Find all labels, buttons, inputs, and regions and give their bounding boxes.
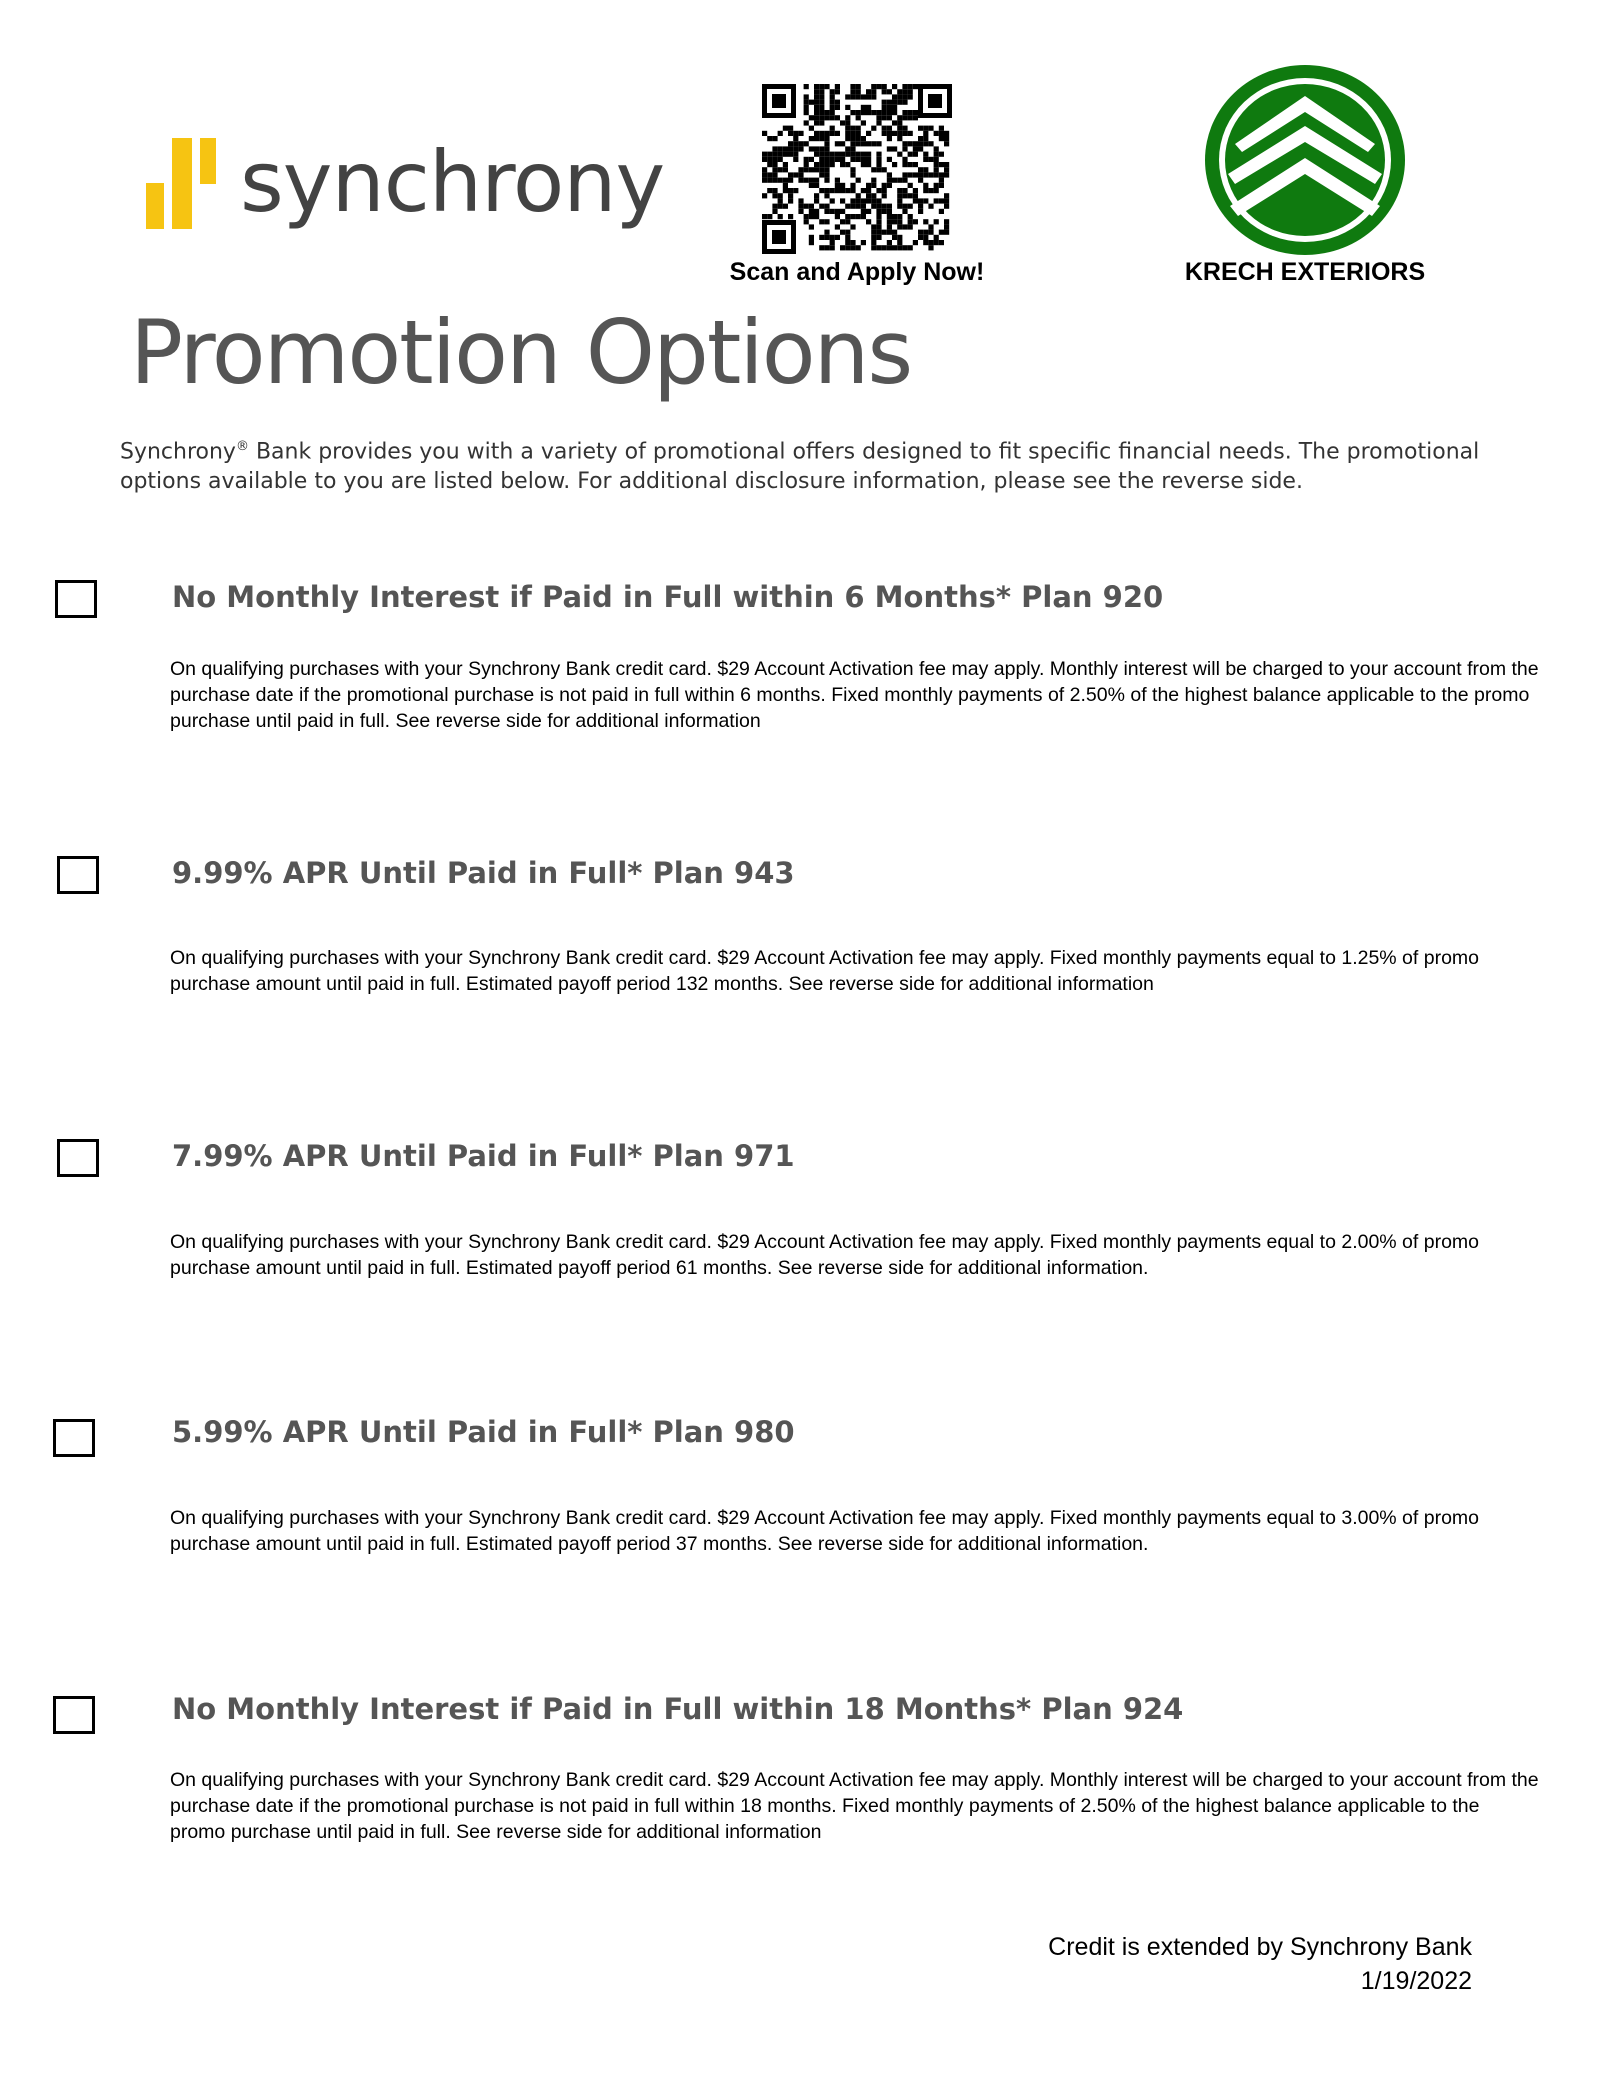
plan-920-description: On qualifying purchases with your Synchrony Bank credit card. $29 Account Activation fee may apply. Monthly interest will be charged to your account from the purchase date if the promotional purchase is not paid in full within 6 months. Fixed monthly payments of 2.50% of the highest balance applicable to the promo purchase until paid in full. See reverse side for additional information — [170, 658, 1539, 732]
credit-line: Credit is extended by Synchrony Bank — [1048, 1933, 1472, 1961]
logo-bar-short — [146, 183, 164, 229]
plan-943-checkbox[interactable] — [57, 856, 99, 894]
plan-971-title: 7.99% APR Until Paid in Full* Plan 971 — [172, 1139, 795, 1173]
krech-caption: KRECH EXTERIORS — [1184, 258, 1426, 286]
page-title: Promotion Options — [130, 301, 912, 404]
plan-943-title: 9.99% APR Until Paid in Full* Plan 943 — [172, 856, 795, 890]
registered-mark: ® — [235, 439, 249, 454]
plan-971-description: On qualifying purchases with your Synchrony Bank credit card. $29 Account Activation fee may apply. Fixed monthly payments equal to 2.00% of promo purchase amount until paid in full. Estimated payoff period 61 months. See reverse side for additional information. — [170, 1231, 1480, 1279]
plan-924-checkbox[interactable] — [53, 1696, 95, 1734]
credit-footer — [1048, 1930, 1472, 1998]
logo-bar-mid — [200, 138, 216, 184]
qr-caption: Scan and Apply Now! — [729, 258, 985, 286]
intro-brand: Synchrony — [120, 439, 236, 465]
plan-980-description: On qualifying purchases with your Synchrony Bank credit card. $29 Account Activation fee may apply. Fixed monthly payments equal to 3.00% of promo purchase amount until paid in full. Estimated payoff period 37 months. See reverse side for additional information. — [170, 1507, 1480, 1555]
qr-code-icon[interactable] — [762, 84, 952, 254]
plan-920-title: No Monthly Interest if Paid in Full within 6 Months* Plan 920 — [172, 580, 1164, 614]
plan-971-checkbox[interactable] — [57, 1139, 99, 1177]
krech-emblem-icon — [1200, 60, 1410, 260]
plan-980-title: 5.99% APR Until Paid in Full* Plan 980 — [172, 1415, 795, 1449]
synchrony-logo — [146, 133, 665, 238]
plan-920-checkbox[interactable] — [55, 580, 97, 618]
plan-924-description: On qualifying purchases with your Synchrony Bank credit card. $29 Account Activation fee may apply. Monthly interest will be charged to your account from the purchase date if the promotional purchase is not paid in full within 18 months. Fixed monthly payments of 2.50% of the highest balance applicable to the promo purchase until paid in full. See reverse side for additional information — [170, 1769, 1539, 1843]
intro-paragraph — [120, 432, 1500, 497]
plan-924-title: No Monthly Interest if Paid in Full within 18 Months* Plan 924 — [172, 1692, 1184, 1726]
plan-943-description: On qualifying purchases with your Synchrony Bank credit card. $29 Account Activation fee may apply. Fixed monthly payments equal to 1.25% of promo purchase amount until paid in full. Estimated payoff period 132 months. See reverse side for additional information — [170, 947, 1480, 995]
intro-text: Bank provides you with a variety of promotional offers designed to fit specific financial needs. The promotional options available to you are listed below. For additional disclosure information, please see the reverse side. — [120, 439, 1480, 495]
document-date: 1/19/2022 — [1360, 1967, 1472, 1995]
plan-980-checkbox[interactable] — [53, 1419, 95, 1457]
logo-bar-tall — [172, 138, 192, 229]
logo-wordmark: synchrony — [240, 133, 665, 231]
